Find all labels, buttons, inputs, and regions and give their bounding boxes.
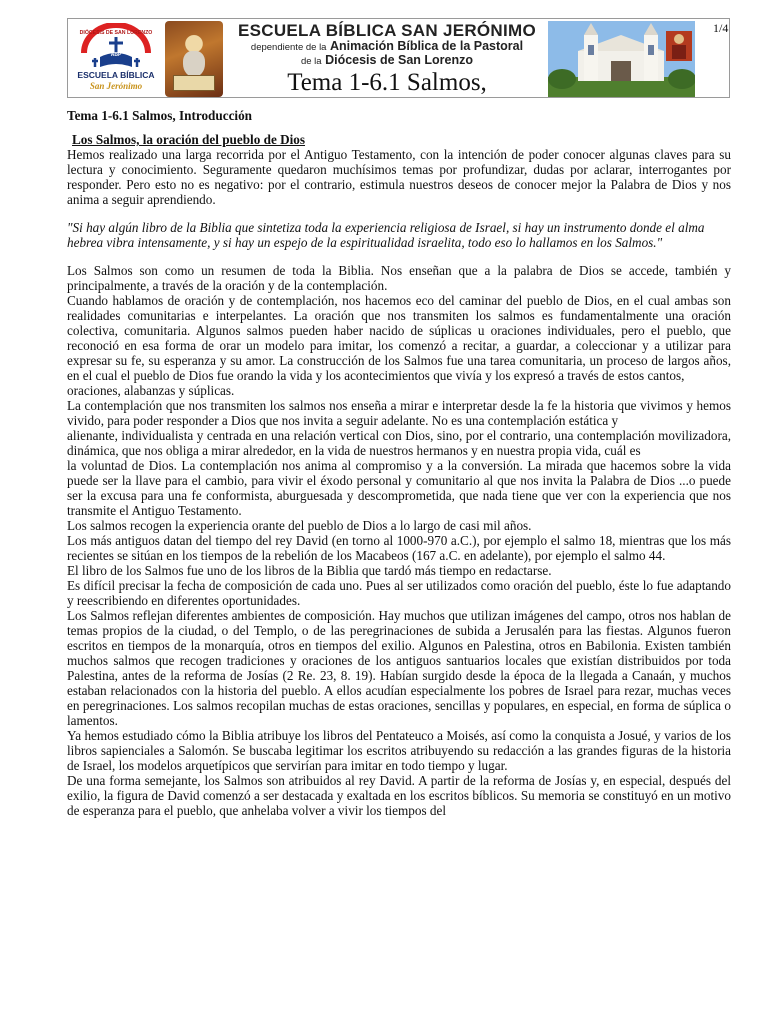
body-paragraph: Los Salmos reflejan diferentes ambientes de composición. Hay muchos que utilizan imágenes del campo, otros nos hablan de temas propios de la ciudad, o del Templo, o de las peregrinaciones de subida a Jerusalén para las fiestas. Algunos fueron escritos en tiempos de la monarquía, otros en tiempos del exilio. Algunos en Palestina, otros en Babilonia. Existen también muchos salmos que recogen tradiciones y oraciones de los antiguos santuarios locales que existían distribuidos por toda Palestina, antes de la reforma de Josías (2 Re. 23, 8. 19). Habían surgido desde la época de la llegada a Canaán, y muchos estaban relacionados con la historia del pueblo. A ellos acudían especialmente los pobres de Israel para rezar, muchas veces en peregrinaciones. Los salmos recopilan muchas de estas oraciones, sencillas y populares, en especial, en forma de súplica o lamentos. [67, 608, 731, 728]
document-heading: Tema 1-6.1 Salmos, Introducción [67, 108, 253, 123]
body-paragraph: La contemplación que nos transmiten los salmos nos enseña a mirar e interpretar desde la fe la historia que vivimos y hemos vivido, para poder responder a Dios que nos invita a seguir adelante. No es una contemplación estática y [67, 398, 731, 428]
quote-paragraph: "Si hay algún libro de la Biblia que sintetiza toda la experiencia religiosa de Israel, si hay un instrumento donde el alma hebrea vibra intensamente, y si hay un espejo de la espiritualidad israelita, todo eso lo hallamos en los Salmos." [67, 220, 705, 250]
logo-top-text: DIÓCESIS DE SAN LORENZO [79, 30, 153, 36]
logo-abp-text: ABP [110, 52, 122, 58]
body-paragraph: Cuando hablamos de oración y de contemplación, nos hacemos eco del caminar del pueblo de Dios, en el cual ambas son realidades comunitarias e interpelantes. La oración que nos transmiten los salmos es fundamentalmente una oración colectiva, comunitaria. Algunos salmos pueden haber nacido de súplicas u oraciones individuales, pero el pueblo, que reconoció en esa forma de orar un modelo para imitar, los comenzó a recitar, a guardar, a coleccionar y a utilizar para expresar su fe, su esperanza y su amor. La construcción de los Salmos fue una tarea comunitaria, un proceso de largos años, en el cual el pueblo de Dios fue orando la vida y los acontecimientos que vivía y los expresó a través de estos cantos, [67, 293, 731, 383]
section-subheading: Los Salmos, la oración del pueblo de Dios [72, 132, 306, 147]
page-header [67, 18, 730, 98]
subtitle-line1-small: dependiente de la [250, 42, 327, 53]
logo-sub-text: San Jerónimo [89, 81, 143, 91]
logo-name-text: ESCUELA BÍBLICA [77, 70, 155, 80]
body-paragraph: alienante, individualista y centrada en una relación vertical con Dios, sino, por el contrario, una contemplación movilizadora, dinámica, que nos obliga a mirar alrededor, en la vida de nuestros hermanos y en nuestra propia vida, cuál es [67, 428, 731, 458]
body-paragraph: El libro de los Salmos fue uno de los libros de la Biblia que tardó más tiempo en redactarse. [67, 563, 552, 578]
page-number: 1/4 [713, 21, 729, 35]
body-paragraph: De una forma semejante, los Salmos son atribuidos al rey David. A partir de la reforma de Josías y, en especial, después del exilio, la figura de David comenzó a ser destacada y exaltada en los escritos bíblicos. Su memoria se constituyó en un motivo de esperanza para el pueblo, que anhelaba volver a vivir los tiempos del [67, 773, 731, 818]
body-paragraph: la voluntad de Dios. La contemplación nos anima al compromiso y a la conversión. La mirada que hacemos sobre la vida puede ser la llave para el cambio, para vivir el éxodo personal y comunitario al que nos invita la Palabra de Dios ...o puede ser la excusa para una fe conformista, aburguesada y descomprometida, que nada tiene que ver con la experiencia que nos transmite el Antiguo Testamento. [67, 458, 731, 518]
topic-title: Tema 1-6.1 Salmos, [287, 69, 487, 96]
body-paragraph: Los Salmos son como un resumen de toda la Biblia. Nos enseñan que a la palabra de Dios se accede, también y principalmente, a través de la oración y de la contemplación. [67, 263, 731, 293]
school-subtitle [228, 40, 546, 68]
body-paragraph: oraciones, alabanzas y súplicas. [67, 383, 235, 398]
subtitle-line1-bold: Animación Bíblica de la Pastoral [329, 39, 524, 53]
subtitle-line2-small: de la [300, 56, 322, 67]
body-paragraph: Los salmos recogen la experiencia orante del pueblo de Dios a lo largo de casi mil años. [67, 518, 532, 533]
body-paragraph: Los más antiguos datan del tiempo del rey David (en torno al 1000-970 a.C.), por ejemplo el salmo 18, mientras que los más recientes se sitúan en los tiempos de la rebelión de los Macabeos (167 a.C. en adelante), por ejemplo el salmo 44. [67, 533, 731, 563]
cathedral-image [548, 21, 695, 97]
diocese-school-logo [76, 23, 156, 93]
body-paragraph: Ya hemos estudiado cómo la Biblia atribuye los libros del Pentateuco a Moisés, así como la conquista a Josué, y varios de los libros sapienciales a Salomón. Se buscaba legitimar los escritos atribuyendo su redacción a las grandes figuras de la historia de Israel, los modelos arquetípicos que servirían para imitar en todo tiempo y lugar. [67, 728, 731, 773]
document-body [67, 108, 731, 818]
intro-paragraph: Hemos realizado una larga recorrida por el Antiguo Testamento, con la intención de poder conocer algunas claves para su lectura y conocimiento. Seguramente quedaron muchísimos temas por profundizar, dudas por aclarar, interrogantes por responder. Pero esto no es negativo: por el contrario, estimula nuestros deseos de conocer mejor la Palabra de Dios y nos anima a seguir aprendiendo. [67, 147, 731, 207]
school-title: ESCUELA BÍBLICA SAN JERÓNIMO [237, 21, 537, 40]
subtitle-line2-bold: Diócesis de San Lorenzo [325, 53, 474, 67]
saint-jerome-image [165, 21, 223, 97]
body-paragraph: Es difícil precisar la fecha de composición de cada uno. Pues al ser utilizados como oración del pueblo, éste lo fue adaptando y reescribiendo en diferentes oportunidades. [67, 578, 731, 608]
